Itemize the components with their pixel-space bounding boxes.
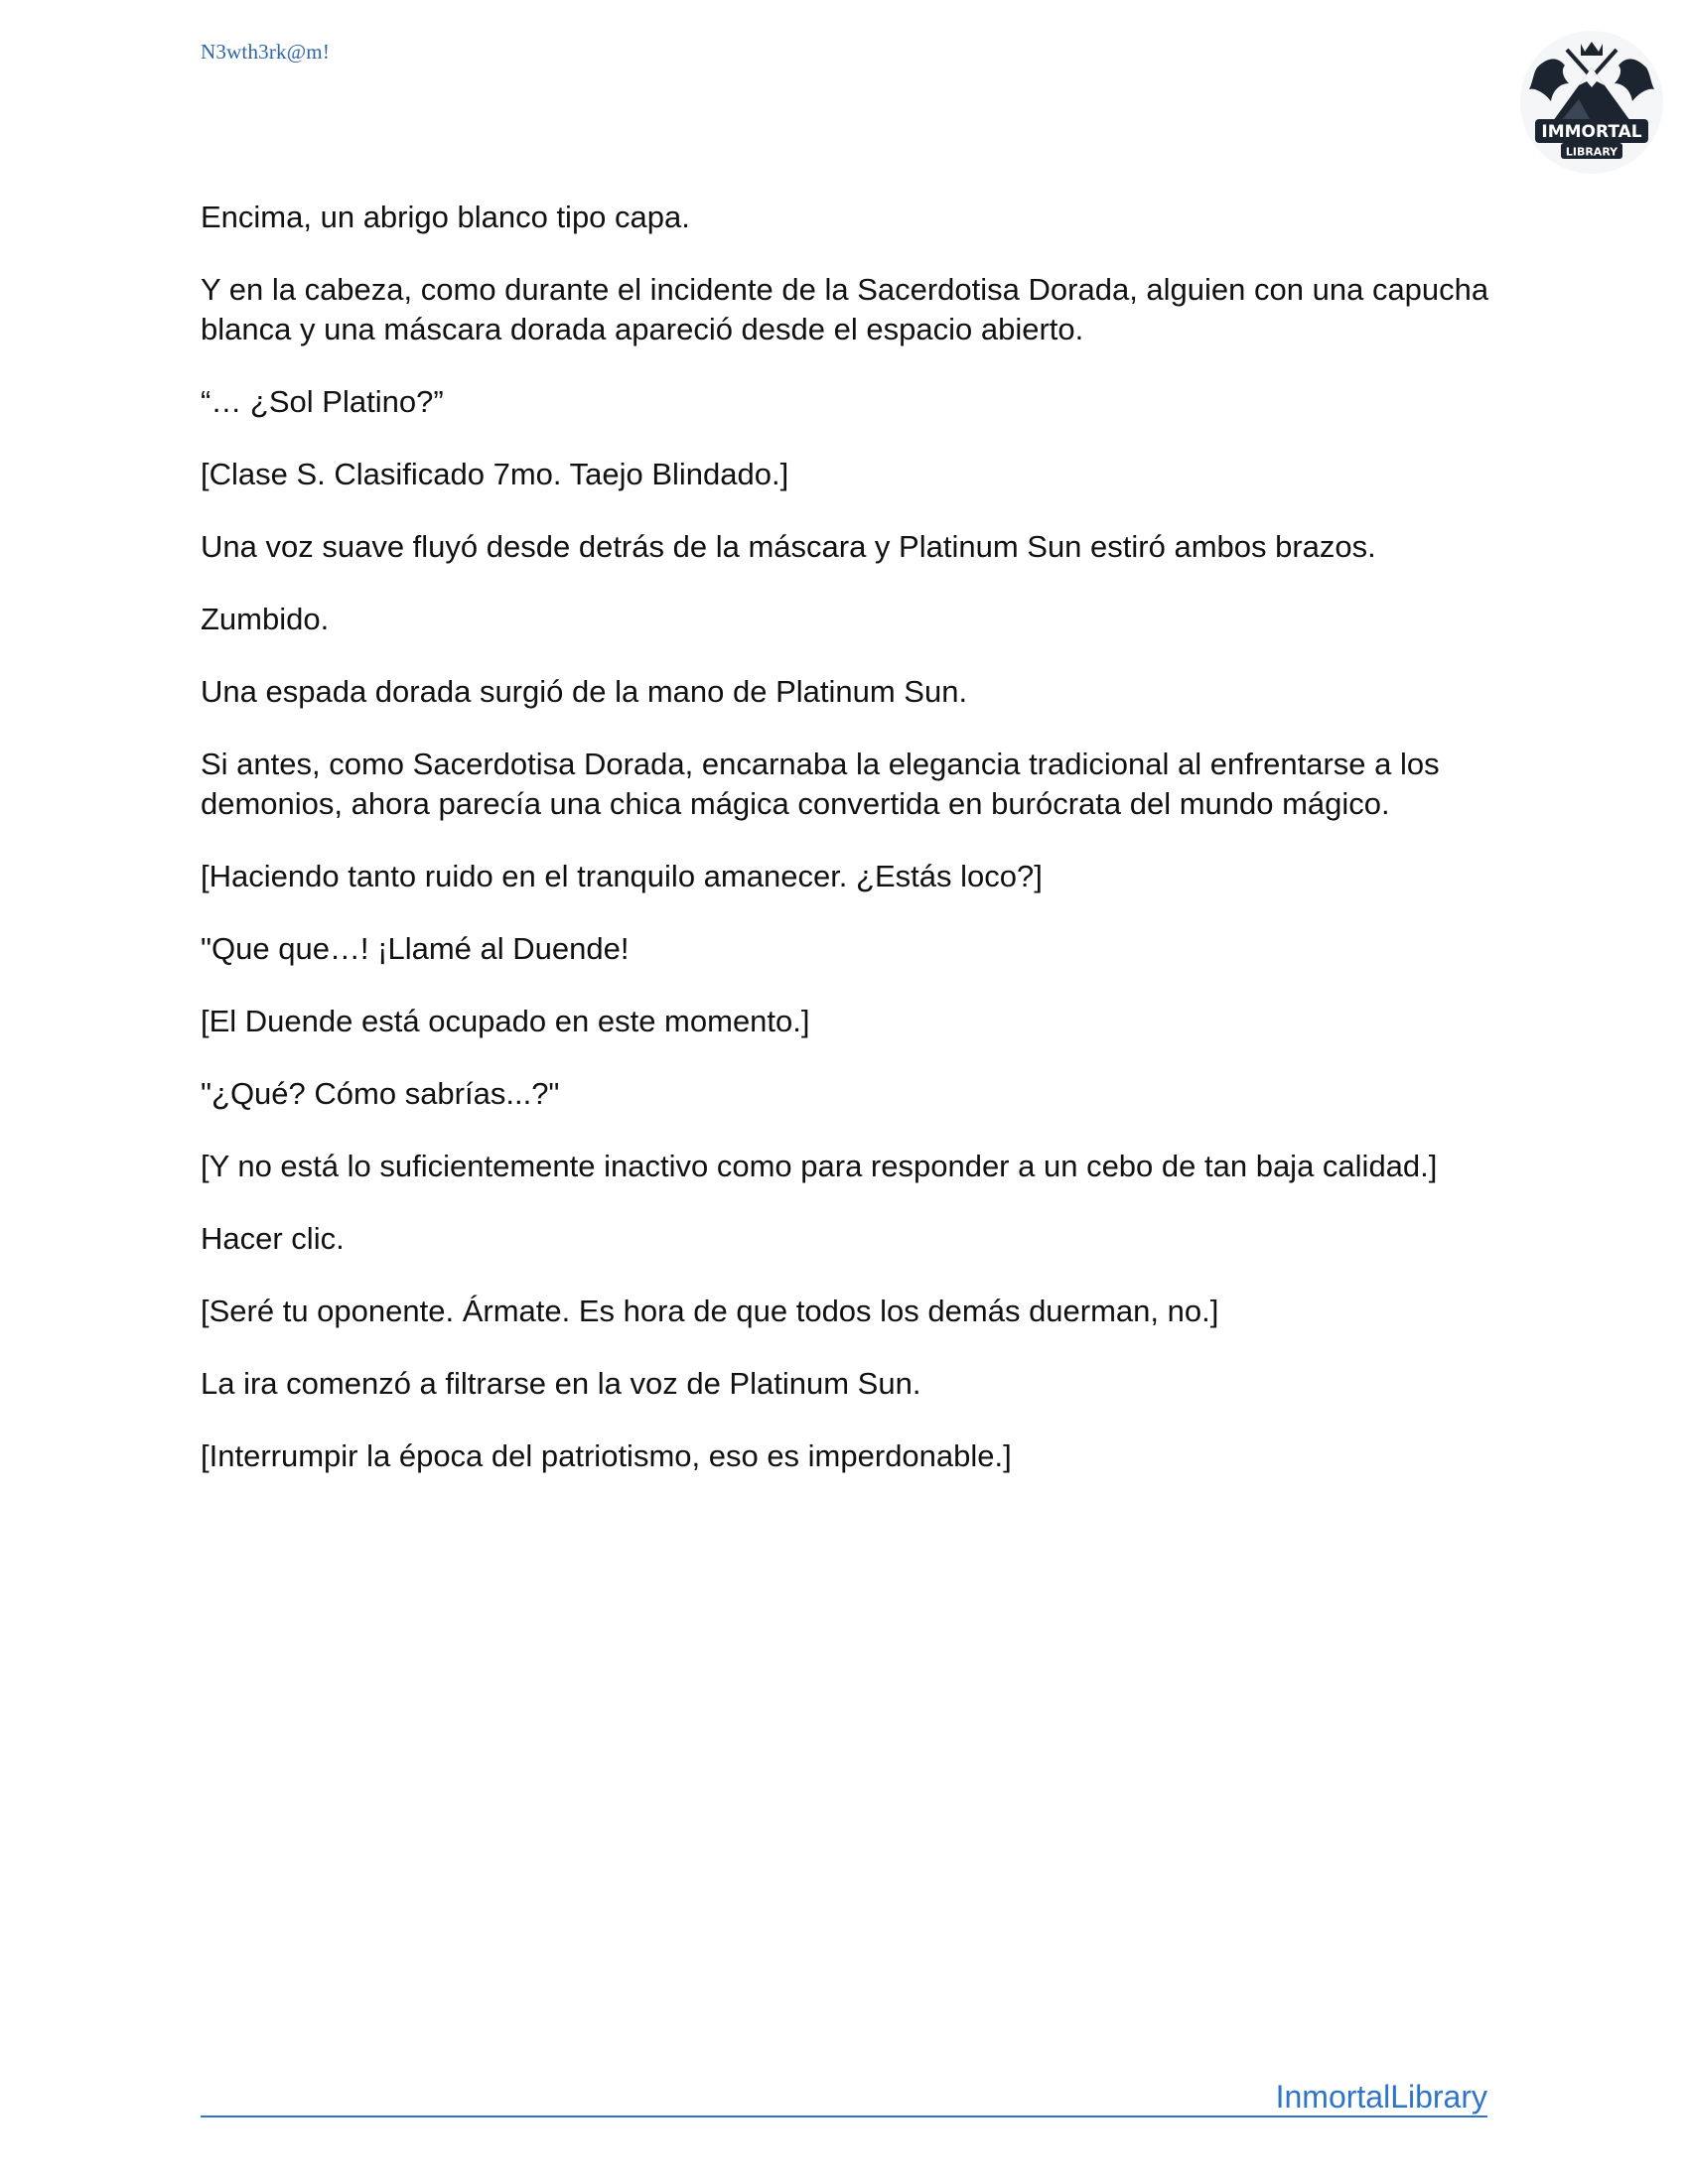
svg-text:IMMORTAL: IMMORTAL [1541, 122, 1642, 142]
paragraph: Si antes, como Sacerdotisa Dorada, encarnaba la elegancia tradicional al enfrentarse a los demonios, ahora parecía una chica mágica convertida en burócrata del mundo mágico. [201, 747, 1440, 821]
footer-link[interactable]: InmortalLibrary [1275, 2079, 1487, 2115]
paragraph: La ira comenzó a filtrarse en la voz de Platinum Sun. [201, 1366, 921, 1401]
immortal-library-logo-icon [1517, 28, 1666, 177]
paragraph: [Clase S. Clasificado 7mo. Taejo Blindado.] [201, 457, 789, 491]
paragraph: Una voz suave fluyó desde detrás de la máscara y Platinum Sun estiró ambos brazos. [201, 529, 1376, 564]
paragraph: Zumbido. [201, 602, 330, 636]
paragraph: "¿Qué? Cómo sabrías...?" [201, 1076, 560, 1111]
paragraph: [El Duende está ocupado en este momento.] [201, 1004, 810, 1038]
paragraph: Una espada dorada surgió de la mano de Platinum Sun. [201, 674, 968, 709]
paragraph: [Haciendo tanto ruido en el tranquilo amanecer. ¿Estás loco?] [201, 859, 1043, 893]
footer-divider [201, 2116, 1487, 2117]
document-body [201, 198, 1501, 1509]
paragraph: [Interrumpir la época del patriotismo, eso es imperdonable.] [201, 1438, 1012, 1473]
paragraph: Hacer clic. [201, 1221, 345, 1256]
paragraph: “… ¿Sol Platino?” [201, 384, 444, 419]
svg-text:LIBRARY: LIBRARY [1565, 145, 1618, 159]
paragraph: Y en la cabeza, como durante el incidente de la Sacerdotisa Dorada, alguien con una capucha blanca y una máscara dorada apareció desde el espacio abierto. [201, 272, 1489, 346]
header-watermark: N3wth3rk@m! [201, 40, 331, 64]
paragraph: [Seré tu oponente. Ármate. Es hora de que todos los demás duerman, no.] [201, 1294, 1219, 1328]
paragraph: Encima, un abrigo blanco tipo capa. [201, 200, 690, 234]
paragraph: "Que que…! ¡Llamé al Duende! [201, 931, 630, 966]
paragraph: [Y no está lo suficientemente inactivo como para responder a un cebo de tan baja calidad.] [201, 1149, 1438, 1183]
